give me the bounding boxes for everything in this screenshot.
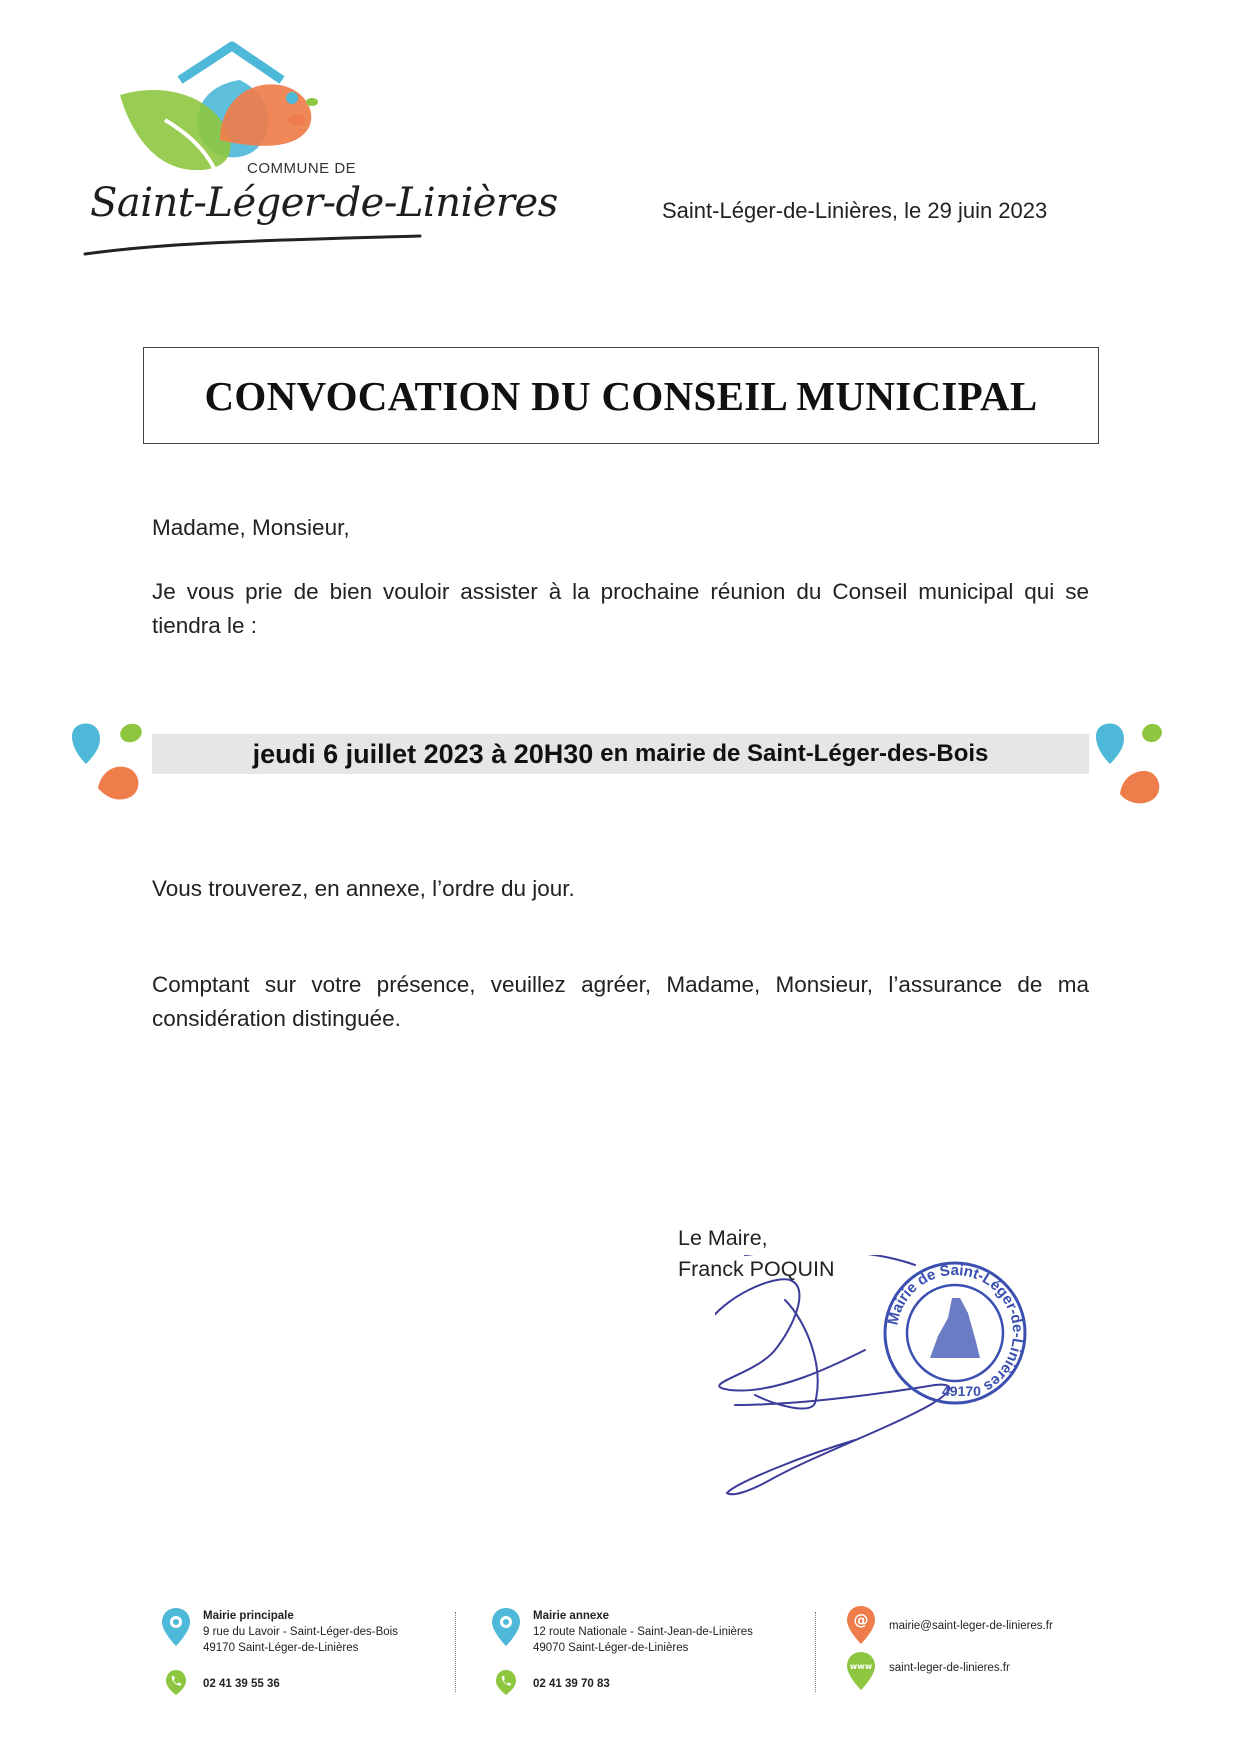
phone-icon <box>494 1668 518 1696</box>
www-label: www <box>849 1662 873 1671</box>
main-office-phone[interactable]: 02 41 39 55 36 <box>203 1678 280 1690</box>
invitation-paragraph: Je vous prie de bien vouloir assister à la prochaine réunion du Conseil municipal qui se tiendra le : <box>152 579 1089 638</box>
footer-divider <box>455 1612 456 1692</box>
meeting-date: jeudi 6 juillet 2023 à 20H30 <box>252 738 594 769</box>
website-icon <box>845 1650 877 1692</box>
footer-annex-office <box>533 1608 753 1692</box>
phone-icon <box>164 1668 188 1696</box>
main-office-title: Mairie principale <box>203 1610 294 1622</box>
logo-emblem-icon <box>80 40 430 170</box>
svg-text:@: @ <box>853 1611 869 1629</box>
logo-commune-name: Saint-Léger-de-Linières <box>90 180 558 226</box>
meeting-place: en mairie de Saint-Léger-des-Bois <box>600 740 989 767</box>
email-icon <box>845 1604 877 1646</box>
droplets-right-icon <box>1092 718 1172 808</box>
annex-office-title: Mairie annexe <box>533 1610 610 1622</box>
page-title: CONVOCATION DU CONSEIL MUNICIPAL <box>204 372 1038 419</box>
salutation: Madame, Monsieur, <box>152 515 350 540</box>
annex-paragraph: Vous trouverez, en annexe, l’ordre du jour. <box>152 876 575 901</box>
droplets-left-icon <box>68 718 148 803</box>
signer-role: Le Maire, <box>678 1226 768 1250</box>
location-pin-icon <box>490 1606 522 1648</box>
closing-paragraph: Comptant sur votre présence, veuillez agréer, Madame, Monsieur, l’assurance de ma considération distinguée. <box>152 972 1089 1031</box>
place-date: Saint-Léger-de-Linières, le 29 juin 2023 <box>662 198 1048 223</box>
location-pin-icon <box>160 1606 192 1648</box>
annex-office-phone[interactable]: 02 41 39 70 83 <box>533 1678 610 1690</box>
footer-email[interactable]: mairie@saint-leger-de-linieres.fr <box>889 1620 1053 1632</box>
main-office-address-2: 49170 Saint-Léger-de-Linières <box>203 1642 359 1654</box>
footer-divider <box>815 1612 816 1692</box>
logo-swoosh-icon <box>80 232 430 262</box>
meeting-date-band <box>152 734 1089 774</box>
commune-logo <box>80 40 558 265</box>
annex-office-address-2: 49070 Saint-Léger-de-Linières <box>533 1642 689 1654</box>
main-office-address-1: 9 rue du Lavoir - Saint-Léger-des-Bois <box>203 1626 398 1638</box>
svg-text:Mairie de Saint-Léger-de-Liniè: Mairie de Saint-Léger-de-Linières <box>884 1261 1027 1396</box>
annex-office-address-1: 12 route Nationale - Saint-Jean-de-Linières <box>533 1626 753 1638</box>
signer-name: Franck POQUIN <box>678 1257 835 1281</box>
official-stamp <box>880 1258 1030 1408</box>
svg-text:49170: 49170 <box>942 1383 981 1399</box>
title-box <box>143 347 1099 444</box>
footer-website[interactable]: saint-leger-de-linieres.fr <box>889 1662 1010 1674</box>
logo-commune-label: COMMUNE DE <box>247 160 357 177</box>
footer-main-office <box>203 1608 398 1692</box>
